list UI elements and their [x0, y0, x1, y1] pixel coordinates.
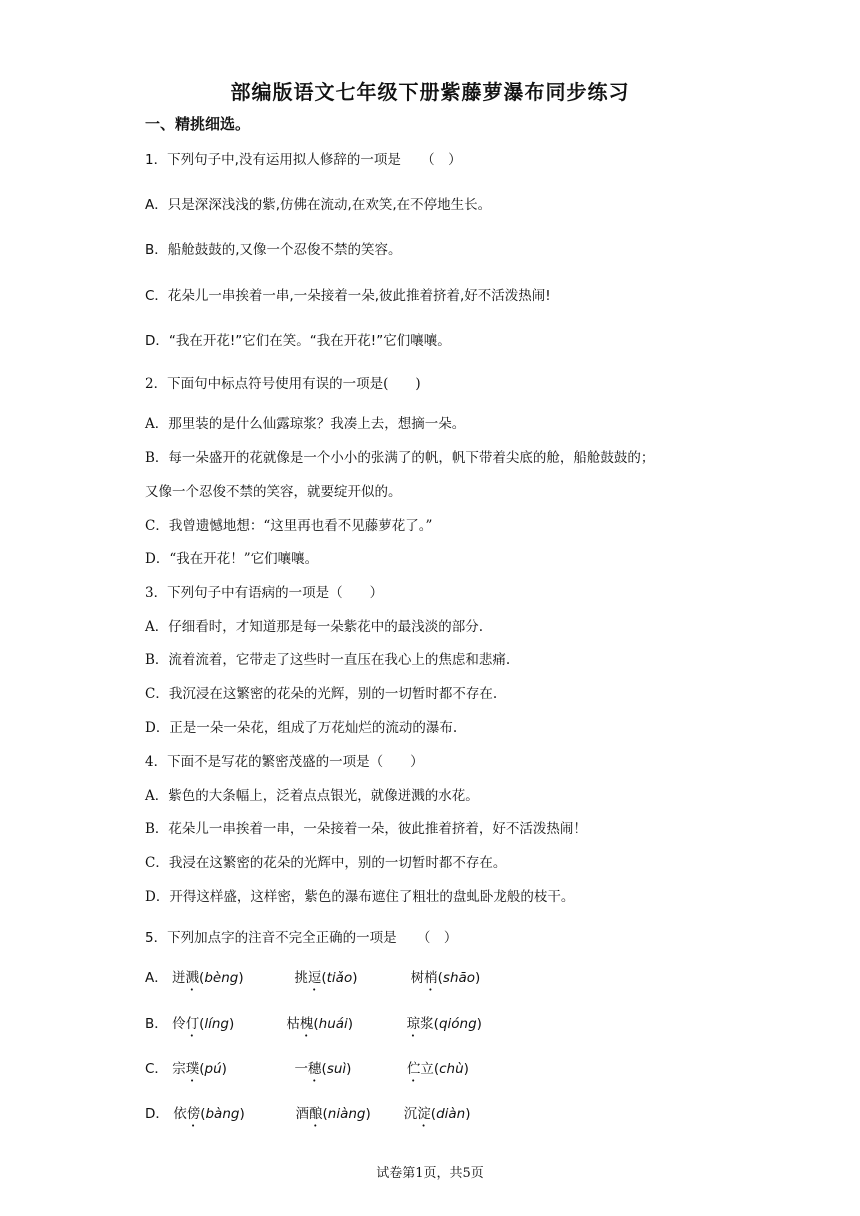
pinyin-item: 伫立(chù) [406, 1061, 469, 1077]
question-2-option-b-cont: 又像一个忍俊不禁的笑容，就要绽开似的。 [145, 484, 402, 500]
pinyin-item: 宗璞(pú) [172, 1061, 227, 1077]
question-1-option-c: C．花朵儿一串挨着一串,一朵接着一朵,彼此推着挤着,好不活泼热闹! [145, 288, 551, 304]
question-2-option-b: B．每一朵盛开的花就像是一个小小的张满了的帆，帆下带着尖底的舱，船舱鼓鼓的； [145, 450, 655, 466]
question-3-option-c: C．我沉浸在这繁密的花朵的光辉，别的一切暂时都不存在. [145, 686, 498, 702]
option-label: D． [145, 1106, 169, 1122]
question-3-option-a: A．仔细看时，才知道那是每一朵紫花中的最浅淡的部分. [145, 619, 484, 635]
option-label: B． [145, 1016, 168, 1032]
question-5-option-a [145, 966, 480, 994]
question-2-option-a: A．那里装的是什么仙露琼浆？我凑上去，想摘一朵。 [145, 416, 466, 432]
pinyin-item: 迸溅(bèng) [172, 970, 244, 986]
pinyin-item: 枯槐(huái) [286, 1016, 354, 1032]
pinyin-item: 酒酿(niàng) [295, 1106, 371, 1122]
question-2-option-d: D．“我在开花！”它们嚷嚷。 [145, 551, 319, 567]
question-4-stem: 4．下面不是写花的繁密茂盛的一项是（ ） [145, 754, 424, 770]
question-2-stem: 2．下面句中标点符号使用有误的一项是( ) [145, 376, 421, 392]
question-5-option-d [145, 1102, 471, 1130]
question-3-option-d: D．正是一朵一朵花，组成了万花灿烂的流动的瀑布. [145, 720, 458, 736]
page-footer: 试卷第1页，共5页 [376, 1166, 484, 1181]
question-1-option-b: B．船舱鼓鼓的,又像一个忍俊不禁的笑容。 [145, 242, 402, 258]
question-4-option-d: D．开得这样盛，这样密，紫色的瀑布遮住了粗壮的盘虬卧龙般的枝干。 [145, 889, 575, 905]
pinyin-item: 挑逗(tiǎo) [294, 970, 358, 986]
pinyin-item: 伶仃(líng) [172, 1016, 235, 1032]
pinyin-item: 树梢(shāo) [410, 970, 481, 986]
pinyin-item: 依傍(bàng) [173, 1106, 245, 1122]
page-title: 部编版语文七年级下册紫藤萝瀑布同步练习 [230, 80, 630, 104]
question-3-option-b: B．流着流着，它带走了这些时一直压在我心上的焦虑和悲痛. [145, 652, 511, 668]
question-1-stem: 1．下列句子中,没有运用拟人修辞的一项是 （ ） [145, 152, 462, 168]
option-label: A． [145, 970, 168, 986]
question-1-option-a: A．只是深深浅浅的紫,仿佛在流动,在欢笑,在不停地生长。 [145, 197, 492, 213]
question-4-option-a: A．紫色的大条幅上，泛着点点银光，就像迸溅的水花。 [145, 788, 479, 804]
question-5-option-c [145, 1057, 469, 1085]
pinyin-item: 琼浆(qióng) [406, 1016, 482, 1032]
question-4-option-b: B．花朵儿一串挨着一串，一朵接着一朵，彼此推着挤着，好不活泼热闹！ [145, 821, 587, 837]
question-3-stem: 3．下列句子中有语病的一项是（ ） [145, 585, 384, 601]
pinyin-item: 一穗(suì) [294, 1061, 352, 1077]
question-1-option-d: D．“我在开花!”它们在笑。“我在开花!”它们嚷嚷。 [145, 333, 451, 349]
question-4-option-c: C．我浸在这繁密的花朵的光辉中，别的一切暂时都不存在。 [145, 855, 507, 871]
question-5-option-b [145, 1012, 482, 1040]
option-label: C． [145, 1061, 168, 1077]
section-heading: 一、精挑细选。 [145, 115, 251, 133]
question-2-option-c: C．我曾遗憾地想：“这里再也看不见藤萝花了。” [145, 518, 433, 534]
pinyin-item: 沉淀(diàn) [403, 1106, 471, 1122]
question-5-stem: 5．下列加点字的注音不完全正确的一项是 （ ） [145, 930, 458, 946]
